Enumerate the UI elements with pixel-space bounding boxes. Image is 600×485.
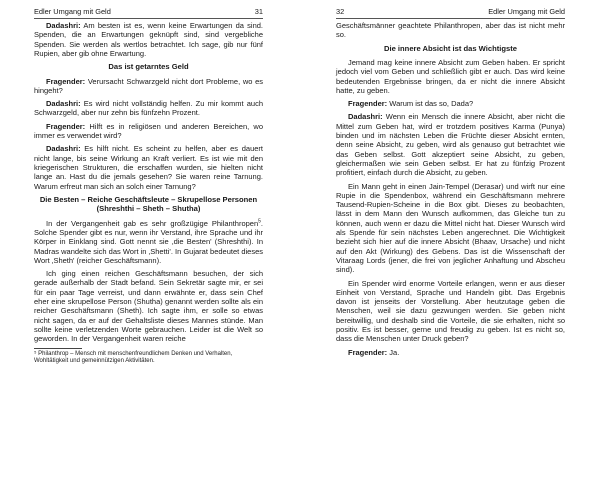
paragraph [336, 348, 565, 357]
section-heading: Das ist getarntes Geld [108, 62, 189, 72]
running-header [34, 6, 263, 19]
paragraph-text: Warum ist das so, Dada? [387, 99, 474, 109]
speaker-label: Fragender: [348, 347, 388, 357]
page-number: 31 [254, 7, 263, 16]
paragraph: Ein Mann geht in einen Jain-Tempel (Derasar) und wirft nur eine Rupie in die Spendenbox, während ein Geschäftsmann mehrere Tausend-Rupien-Scheine in die Box gibt. Dieses zu beobachten, lässt in dem Mann den Wunsch aufkommen, das Gleiche tun zu können, auch wenn er dazu die Mittel nicht hat. Dieser Wunsch wird als Spende für sein nächstes Leben angerechnet. Die Wichtigkeit bezieht sich hier auf die innere Absicht (Bhaav, Ursache) und nicht auf den Akt (Wirkung) des Gebens. Das ist die Wissenschaft der Vitaraag Lords (jener, die frei von jeglicher Anhaftung und Abscheu sind). [336, 181, 565, 275]
speaker-label: Dadashri: [348, 112, 383, 122]
footnote-ref: 5 [258, 218, 261, 225]
speaker-label: Fragender: [46, 76, 86, 86]
paragraph: Jemand mag keine innere Absicht zum Geben haben. Er spricht jedoch viel vom Geben und schließlich gibt er auch. Das wird keine bedeutenden Ergebnisse bringen, da er nicht die innere Absicht hatte, zu geben. [336, 58, 565, 95]
paragraph [34, 144, 263, 190]
paragraph [34, 99, 263, 118]
page-content [34, 21, 263, 366]
paragraph-text: Hilft es in religiösen und anderen Bereichen, wo immer es verwendet wird? [34, 121, 263, 141]
paragraph: Ich ging einen reichen Geschäftsmann besuchen, der sich gerade außerhalb der Stadt befand. Sein Sekretär sagte mir, er sei für ein paar Tage verreist, und dann erwähnte er, dass sein Chef eher eine skrupellose Person (Shutha) genannt werden sollte als ein reicher Geschäftsmann (Sheth). Ich sagte ihm, er solle so etwas nicht sagen, da er auf der Gehaltsliste dieses Mannes stünde. Man sollte keine verletzenden Worte gebrauchen. Leider ist die Welt so geworden. In der Vergangenheit waren reiche [34, 269, 263, 344]
paragraph-text: Ja. [387, 347, 400, 357]
section-heading: Die innere Absicht ist das Wichtigste [384, 43, 517, 53]
paragraph [34, 219, 263, 265]
paragraph-text: In der Vergangenheit gab es sehr großzügige Philanthropen [46, 218, 259, 228]
paragraph [34, 77, 263, 96]
paragraph [336, 112, 565, 177]
paragraph-text: Verursacht Schwarzgeld nicht dort Probleme, wo es hingeht? [34, 76, 263, 95]
paragraph: Geschäftsmänner geachtete Philanthropen, aber das ist nicht mehr so. [336, 21, 565, 40]
paragraph-text: . Solche Spender gibt es nur, wenn ihr Verstand, ihre Sprache und ihr Körper in Einklang sind. Gott nennt sie ‚die Besten' (Shreshthi). In Madras wandelte sich das Wort in ‚Shetti'. In Gujarat bedeutet dieses Wort ‚Sheth' (reicher Geschäftsmann). [34, 218, 263, 265]
paragraph: Ein Spender wird enorme Vorteile erlangen, wenn er aus dieser Einheit von Verstand, Sprache und Handeln gibt. Das Ergebnis davon ist jenseits der Vorstellung. Aber heutzutage geben die Menschen, weil sie dazu gezwungen werden. Sie geben nicht bereitwillig, und deshalb sind die Vorteile, die sie erhalten, nicht so positiv. Es ist besser, gerne und freudig zu geben. Ist es nicht so, dass die Menschen unter Druck geben? [336, 278, 565, 344]
header-title: Edler Umgang mit Geld [488, 7, 565, 16]
page-number: 32 [336, 7, 345, 16]
paragraph [336, 99, 565, 108]
paragraph [34, 122, 263, 141]
footnote-rule [34, 348, 82, 349]
paragraph-text: Es hilft nicht. Es scheint zu helfen, aber es dauert nicht lange, bis seine Wirkung an Kraft verliert. Es ist wie mit den kriegerischen Strukturen, die erschaffen wurden, sie hielten nicht lange an. Hast du die jemals gesehen? Sie waren reine Tarnung. Warum erfreut man sich an solch einer Tarnung? [34, 144, 263, 191]
speaker-label: Dadashri: [46, 21, 81, 30]
running-header [336, 6, 565, 19]
paragraph-text: Am besten ist es, wenn keine Erwartungen da sind. Spenden, die an Erwartungen geknüpft sind, sind vergebliche Spenden. Sie werden als wertlos betrachtet. Ich sage, gib nur fünf Rupien, aber gib ohne Erwartung. [34, 21, 263, 58]
paragraph-text: Es wird nicht vollständig helfen. Zu mir kommt auch Schwarzgeld, aber nur zehn bis fünfzehn Prozent. [34, 99, 263, 118]
speaker-label: Fragender: [46, 121, 86, 131]
page-content [336, 21, 565, 361]
paragraph [34, 21, 263, 58]
speaker-label: Fragender: [348, 99, 388, 109]
right-page [300, 0, 600, 485]
header-title: Edler Umgang mit Geld [34, 7, 111, 16]
paragraph-text: Wenn ein Mensch die innere Absicht, aber nicht die Mittel zum Geben hat, wird er trotzdem positives Karma (Punya) binden und im nächsten Leben die Früchte dieser Absicht ernten, denn seine Absicht, zu geben, wird als genauso gut betrachtet wie das Geben selbst. Gott akzeptiert seine Absicht, zu geben, gleichermaßen wie sein Geben selbst. Er hat zu fünfzig Prozent profitiert, einfach durch die Absicht, zu geben. [336, 112, 565, 178]
footnote: ⁵ Philanthrop – Mensch mit menschenfreundlichem Denken und Verhalten, Wohltätigkeit und gemeinnützigen Aktivitäten. [34, 350, 233, 365]
section-heading: Die Besten – Reiche Geschäftsleute – Skrupellose Personen (Shreshthi – Sheth – Shutha) [39, 194, 258, 214]
speaker-label: Dadashri: [46, 99, 81, 109]
speaker-label: Dadashri: [46, 144, 81, 154]
